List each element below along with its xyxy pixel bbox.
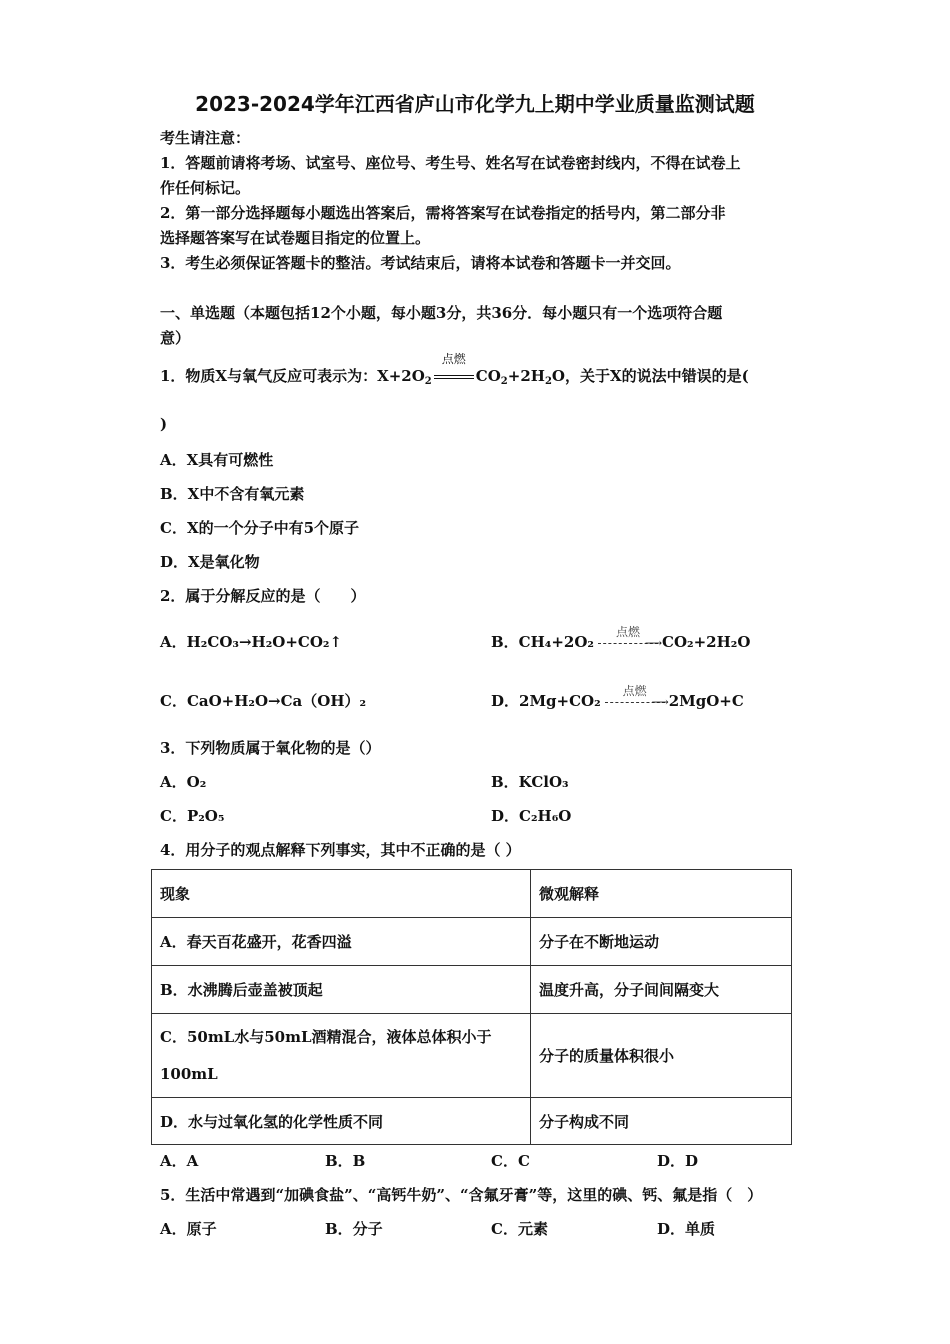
q4-row-c-text: C．50mL水与50mL酒精混合，液体总体积小于: [160, 1027, 492, 1046]
table-cell: 分子的质量体积很小: [531, 1014, 792, 1098]
q3-option-d: D．C₂H₆O: [491, 807, 572, 825]
q1-option-b: B．X中不含有氧元素: [160, 485, 305, 503]
table-cell: 分子构成不同: [531, 1098, 792, 1145]
q2-option-d-left: D．2Mg+CO₂: [491, 692, 601, 710]
notice-line-2a: 2．第一部分选择题每小题选出答案后，需将答案写在试卷指定的括号内，第二部分非: [160, 204, 726, 222]
q2-d-condition: 点燃: [622, 683, 647, 698]
q5-answer-a: A．原子: [160, 1220, 217, 1238]
q5-answer-b: B．分子: [325, 1220, 383, 1238]
q4-answer-c: C．C: [491, 1152, 530, 1170]
q4-answer-a: A．A: [160, 1152, 199, 1170]
arrow-head-icon: ⟶: [651, 694, 669, 709]
q2-option-b: [491, 624, 751, 652]
q1-sub-o2: 2: [424, 376, 432, 387]
q2-b-condition: 点燃: [616, 624, 641, 639]
table-header-cell: 现象: [152, 870, 531, 918]
q1-condition: 点燃: [441, 352, 466, 366]
table-row: [152, 1014, 792, 1098]
q2-option-c: C．CaO+H₂O→Ca（OH）₂: [160, 692, 367, 710]
q1-option-c: C．X的一个分子中有5个原子: [160, 519, 360, 537]
q4-answer-b: B．B: [325, 1152, 366, 1170]
q1-option-d: D．X是氧化物: [160, 553, 260, 571]
q1-sub-co2: 2: [500, 376, 508, 387]
q5-answer-d: D．单质: [657, 1220, 716, 1238]
q3-option-c: C．P₂O₅: [160, 807, 225, 825]
table-row: [152, 918, 792, 966]
double-bar-icon: [434, 375, 474, 379]
notice-heading: 考生请注意：: [160, 129, 251, 147]
q1-stem-post: O，关于X的说法中错误的是(: [551, 367, 749, 385]
table-row: [152, 1098, 792, 1145]
table-header-row: [152, 870, 792, 918]
q1-stem: [160, 352, 749, 387]
notice-line-2b: 选择题答案写在试卷题目指定的位置上。: [160, 229, 431, 247]
table-cell: B．水沸腾后壶盖被顶起: [152, 966, 531, 1014]
section-heading-cont: 意）: [160, 329, 191, 347]
q1-reaction-equals: [434, 352, 474, 385]
q1-close-paren: ): [160, 415, 168, 433]
q5-answer-c: C．元素: [491, 1220, 548, 1238]
q2-b-arrow: [598, 624, 663, 650]
table-header-cell: 微观解释: [531, 870, 792, 918]
section-heading: 一、单选题（本题包括12个小题，每小题3分，共36分．每小题只有一个选项符合题: [160, 304, 723, 322]
q4-row-c-text-cont: 100mL: [160, 1064, 218, 1083]
q2-option-d: [491, 683, 744, 711]
table-row: [152, 966, 792, 1014]
page-title: 2023-2024学年江西省庐山市化学九上期中学业质量监测试题: [195, 92, 755, 116]
table-cell: [152, 1014, 531, 1098]
q2-option-b-left: B．CH₄+2O₂: [491, 633, 595, 651]
notice-line-1b: 作任何标记。: [160, 179, 251, 197]
q1-option-a: A．X具有可燃性: [160, 451, 274, 469]
table-cell: 分子在不断地运动: [531, 918, 792, 966]
q2-option-a: A．H₂CO₃→H₂O+CO₂↑: [160, 633, 343, 651]
table-cell: A．春天百花盛开，花香四溢: [152, 918, 531, 966]
notice-line-1a: 1．答题前请将考场、试室号、座位号、考生号、姓名写在试卷密封线内，不得在试卷上: [160, 154, 741, 172]
notice-line-3: 3．考生必须保证答题卡的整洁。考试结束后，请将本试卷和答题卡一并交回。: [160, 254, 681, 272]
q4-stem: 4．用分子的观点解释下列事实，其中不正确的是（ ）: [160, 841, 521, 859]
q1-stem-co2: CO: [475, 367, 501, 385]
q1-stem-pre: 1．物质X与氧气反应可表示为：X+2O: [160, 367, 425, 385]
q4-answer-d: D．D: [657, 1152, 699, 1170]
q5-stem: 5．生活中常遇到“加碘食盐”、“高钙牛奶”、“含氟牙膏”等，这里的碘、钙、氟是指（ ）: [160, 1186, 763, 1204]
q2-option-d-right: 2MgO+C: [668, 692, 744, 710]
q4-table: [151, 869, 792, 1145]
q3-stem: 3．下列物质属于氧化物的是（）: [160, 739, 381, 757]
q1-stem-h2o: +2H: [507, 367, 545, 385]
q2-d-arrow: [605, 683, 669, 709]
table-cell: 温度升高，分子间间隔变大: [531, 966, 792, 1014]
arrow-head-icon: ⟶: [644, 635, 663, 650]
q1-sub-h2o: 2: [544, 376, 552, 387]
q2-option-b-right: CO₂+2H₂O: [662, 633, 751, 651]
table-cell: D．水与过氧化氢的化学性质不同: [152, 1098, 531, 1145]
q3-option-b: B．KClO₃: [491, 773, 569, 791]
q2-stem: 2．属于分解反应的是（ ）: [160, 587, 366, 605]
q3-option-a: A．O₂: [160, 773, 207, 791]
